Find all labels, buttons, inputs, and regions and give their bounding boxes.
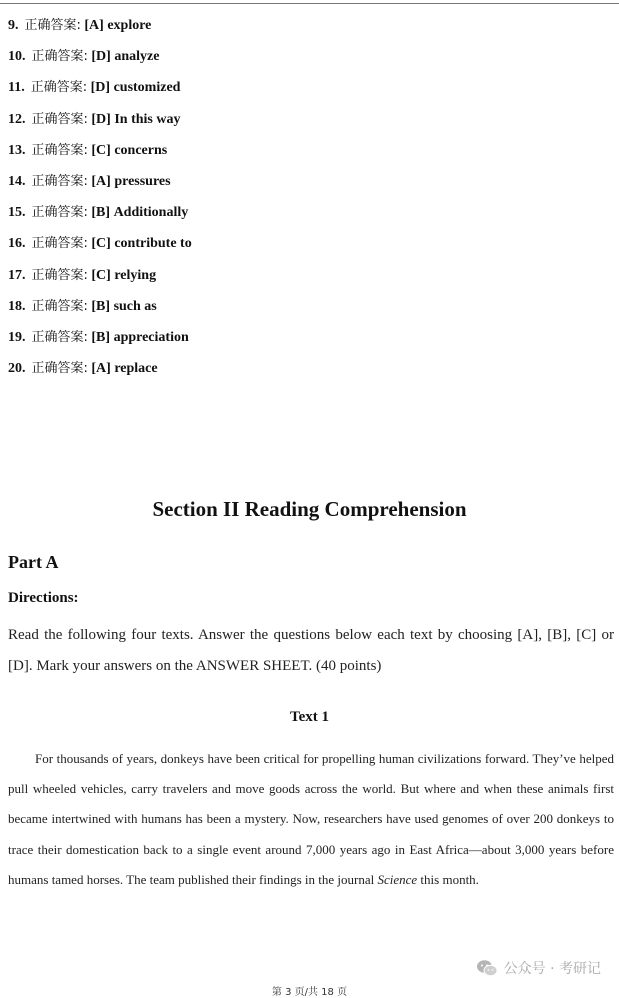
journal-name: Science	[377, 871, 418, 887]
answer-item	[8, 110, 192, 141]
directions-text: Read the following four texts. Answer the questions below each text by choosing [A], [B], [C] or [D]. Mark your answers on the ANSWER SHEET. (40 points)	[8, 627, 614, 674]
answer-item	[8, 47, 192, 78]
answer-label: 正确答案:	[31, 49, 88, 65]
answer-number: 9.	[8, 18, 19, 33]
answer-choice: [D]	[91, 49, 111, 65]
answer-label: 正确答案:	[31, 205, 88, 221]
answer-choice: [D]	[91, 111, 111, 127]
answer-number: 15.	[8, 205, 26, 221]
answer-number: 10.	[8, 49, 26, 65]
directions-heading: Directions:	[8, 590, 79, 606]
answer-text: pressures	[114, 173, 171, 189]
answer-label: 正确答案:	[31, 142, 88, 158]
answer-text: relying	[114, 267, 157, 283]
answer-number: 18.	[8, 298, 26, 314]
page-number: 第 3 页/共 18 页	[271, 987, 348, 998]
answer-text: contribute to	[114, 236, 192, 252]
answer-text: analyze	[114, 49, 160, 65]
watermark-text: 公众号 · 考研记	[503, 961, 601, 977]
answer-number: 12.	[8, 111, 26, 127]
answer-text: concerns	[114, 142, 168, 158]
answer-label: 正确答案:	[31, 267, 88, 283]
answer-label: 正确答案:	[31, 236, 88, 252]
answer-choice: [A]	[84, 18, 104, 33]
answer-choice: [C]	[91, 142, 111, 158]
answer-number: 11.	[8, 80, 25, 96]
top-rule	[0, 3, 619, 4]
answer-item	[8, 78, 192, 109]
answer-item	[8, 141, 192, 172]
answer-item	[8, 359, 192, 390]
answer-choice: [B]	[91, 329, 111, 345]
answer-choice: [C]	[91, 236, 111, 252]
answer-text: customized	[113, 80, 181, 96]
answer-label: 正确答案:	[31, 173, 88, 189]
answer-item	[8, 16, 192, 47]
answer-choice: [C]	[91, 267, 111, 283]
answer-label: 正确答案:	[24, 18, 81, 33]
answer-label: 正确答案:	[31, 361, 88, 377]
answer-number: 16.	[8, 236, 26, 252]
answer-item	[8, 203, 192, 234]
answer-item	[8, 328, 192, 359]
answer-text: appreciation	[113, 329, 189, 345]
text-title: Text 1	[289, 709, 330, 725]
answer-choice: [B]	[91, 205, 111, 221]
answer-list	[8, 16, 192, 390]
answer-choice: [A]	[91, 361, 111, 377]
answer-item	[8, 172, 192, 203]
watermark	[476, 958, 601, 978]
answer-text: Additionally	[113, 205, 189, 221]
answer-choice: [B]	[91, 298, 111, 314]
answer-number: 20.	[8, 361, 26, 377]
section-title: Section II Reading Comprehension	[152, 497, 467, 521]
answer-number: 14.	[8, 173, 26, 189]
answer-label: 正确答案:	[31, 111, 88, 127]
text-paragraph	[8, 744, 614, 895]
answer-number: 19.	[8, 329, 26, 345]
answer-item	[8, 297, 192, 328]
answer-label: 正确答案:	[30, 80, 88, 96]
answer-number: 17.	[8, 267, 26, 283]
answer-text: replace	[114, 361, 158, 377]
answer-number: 13.	[8, 142, 26, 158]
part-title: Part A	[8, 552, 59, 572]
answer-text: In this way	[114, 111, 181, 127]
paragraph-ending: this month.	[420, 871, 479, 887]
answer-choice: [D]	[90, 80, 111, 96]
answer-choice: [A]	[91, 173, 111, 189]
answer-item	[8, 234, 192, 265]
answer-label: 正确答案:	[31, 298, 88, 314]
wechat-icon	[476, 959, 498, 977]
answer-label: 正确答案:	[31, 329, 88, 345]
answer-text: explore	[107, 18, 152, 33]
paragraph-body: For thousands of years, donkeys have been critical for propelling human civilizations forward. They’ve helped pull wheeled vehicles, carry travelers and move goods across the world. But where and when these animals first became intertwined with humans has been a mystery. Now, researchers have used genomes of over 200 donkeys to trace their domestication back to a single event around 7,000 years ago in East Africa—about 3,000 years before humans tamed horses. The team published their findings in the journal	[8, 751, 614, 887]
answer-item	[8, 266, 192, 297]
answer-text: such as	[113, 298, 157, 314]
